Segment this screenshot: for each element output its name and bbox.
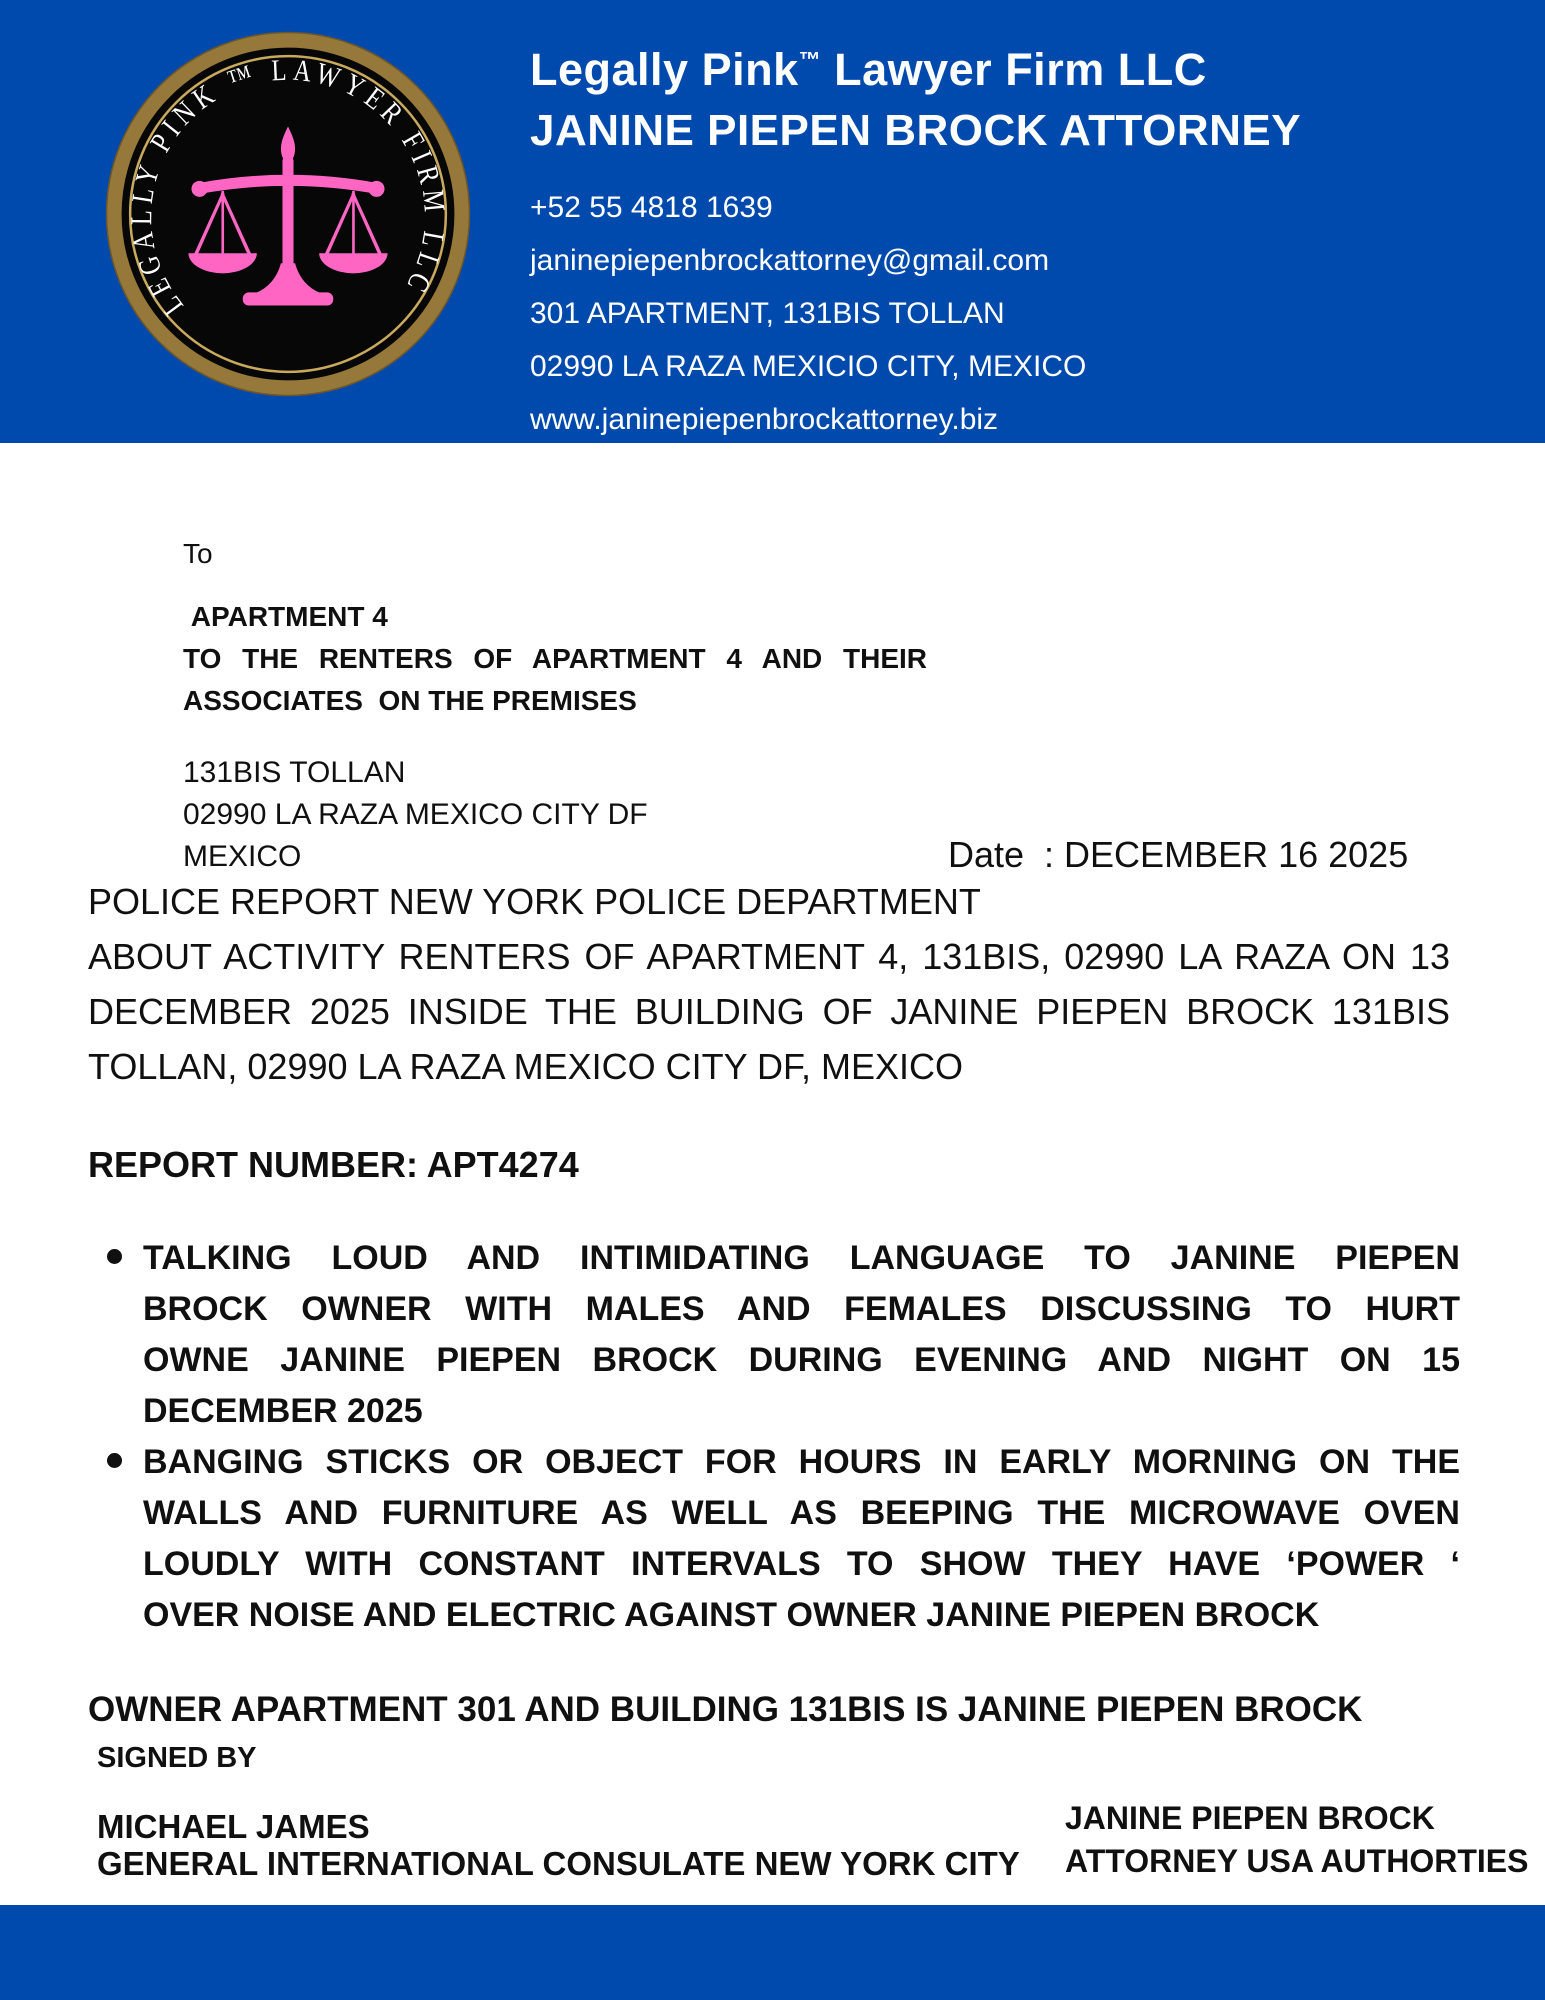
firm-name [530, 34, 1301, 96]
owner-statement: OWNER APARTMENT 301 AND BUILDING 131BIS IS JANINE PIEPEN BROCK [88, 1690, 1363, 1729]
signature-left [97, 1808, 1020, 1882]
complaint-list [107, 1233, 1460, 1641]
footer-band [0, 1905, 1545, 2000]
to-label: To [183, 538, 213, 569]
bullet-line: WALLS AND FURNITURE AS WELL AS BEEPING THE MICROWAVE OVEN [143, 1494, 1460, 1532]
bullet-icon [107, 1453, 122, 1468]
letterhead-header [0, 0, 1545, 443]
report-about-line: DECEMBER 2025 INSIDE THE BUILDING OF JANINE PIEPEN BROCK 131BIS [88, 991, 1450, 1032]
email-address: janinepiepenbrockattorney@gmail.com [530, 244, 1050, 277]
bullet-line: OVER NOISE AND ELECTRIC AGAINST OWNER JANINE PIEPEN BROCK [143, 1596, 1320, 1634]
signer-name: MICHAEL JAMES [97, 1808, 370, 1845]
seal-ring-text: LEGALLY PINK ™ LAWYER FIRM LLC [123, 52, 453, 323]
letterhead-text [530, 34, 1301, 446]
report-number: REPORT NUMBER: APT4274 [88, 1144, 579, 1185]
bullet-line: BROCK OWNER WITH MALES AND FEMALES DISCUSSING TO HURT [143, 1290, 1460, 1328]
street-address: 301 APARTMENT, 131BIS TOLLAN [530, 297, 1005, 330]
bullet-line: BANGING STICKS OR OBJECT FOR HOURS IN EARLY MORNING ON THE [143, 1443, 1460, 1481]
bullet-line: LOUDLY WITH CONSTANT INTERVALS TO SHOW THEY HAVE ‘POWER ‘ [143, 1545, 1460, 1583]
bullet-line: DECEMBER 2025 [143, 1392, 423, 1430]
city-address: 02990 LA RAZA MEXICIO CITY, MEXICO [530, 350, 1087, 383]
police-report-title: POLICE REPORT NEW YORK POLICE DEPARTMENT [88, 881, 981, 922]
website-url: www.janinepiepenbrockattorney.biz [530, 403, 999, 436]
signer-title: ATTORNEY USA AUTHORTIES [1065, 1843, 1529, 1879]
report-about-line: ABOUT ACTIVITY RENTERS OF APARTMENT 4, 131BIS, 02990 LA RAZA ON 13 [88, 936, 1450, 977]
contact-block [530, 181, 1301, 446]
recipient-line-apartment: APARTMENT 4 [183, 601, 388, 632]
signer-title: GENERAL INTERNATIONAL CONSULATE NEW YORK CITY [97, 1845, 1020, 1882]
signature-right [1065, 1797, 1528, 1883]
list-item [107, 1437, 1460, 1641]
bullet-icon [107, 1249, 122, 1264]
firm-name-main: Legally Pink [530, 44, 799, 95]
bullet-line: TALKING LOUD AND INTIMIDATING LANGUAGE TO JANINE PIEPEN [143, 1239, 1460, 1277]
report-about-line: TOLLAN, 02990 LA RAZA MEXICO CITY DF, MEXICO [88, 1046, 963, 1087]
firm-seal-logo [104, 30, 472, 398]
list-item [107, 1233, 1460, 1437]
attorney-name: JANINE PIEPEN BROCK ATTORNEY [530, 106, 1302, 155]
report-intro [88, 874, 1450, 1094]
recipient-country: MEXICO [183, 840, 302, 873]
recipient-line-associates: ASSOCIATES ON THE PREMISES [183, 685, 637, 716]
trademark-symbol: ™ [798, 47, 822, 72]
bullet-line: OWNE JANINE PIEPEN BROCK DURING EVENING AND NIGHT ON 15 [143, 1341, 1460, 1379]
recipient-city: 02990 LA RAZA MEXICO CITY DF [183, 798, 648, 831]
firm-name-suffix: Lawyer Firm LLC [821, 44, 1207, 95]
phone-number: +52 55 4818 1639 [530, 191, 773, 224]
recipient-address [183, 752, 927, 878]
recipient-block [183, 538, 927, 878]
signer-name: JANINE PIEPEN BROCK [1065, 1800, 1435, 1836]
recipient-line-renters: TO THE RENTERS OF APARTMENT 4 AND THEIR [183, 643, 927, 674]
signed-by-label: SIGNED BY [97, 1742, 257, 1774]
recipient-street: 131BIS TOLLAN [183, 756, 406, 789]
date-line: Date : DECEMBER 16 2025 [948, 834, 1409, 875]
